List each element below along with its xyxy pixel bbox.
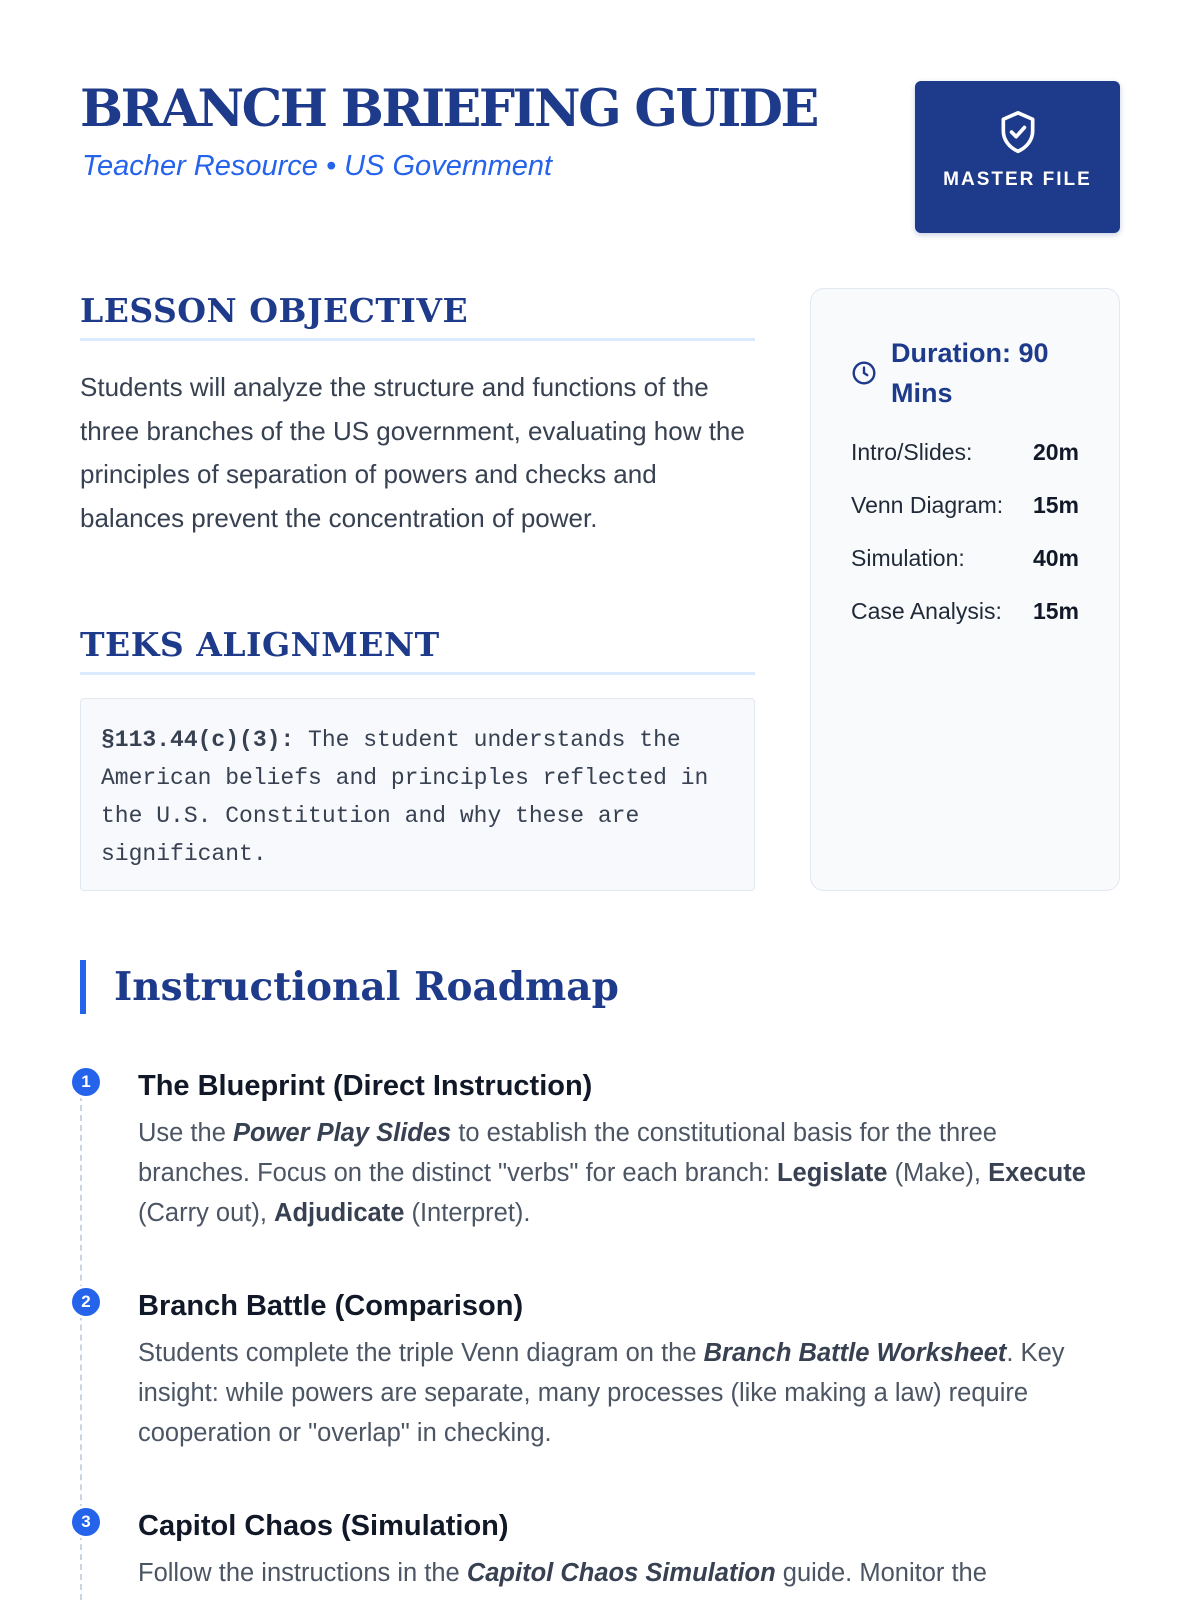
badge-label: MASTER FILE: [943, 169, 1092, 190]
schedule-row-label: Intro/Slides:: [851, 439, 973, 465]
duration-header: [851, 333, 1071, 413]
schedule-row-value: 40m: [1032, 545, 1079, 571]
teks-heading: TEKS ALIGNMENT: [80, 625, 755, 675]
schedule-row-value: 15m: [1032, 492, 1079, 518]
step-description: Follow the instructions in the Capitol Chaos Simulation guide. Monitor the: [138, 1559, 987, 1587]
schedule-row: [851, 439, 1079, 466]
clock-icon: [851, 360, 877, 386]
step-number-badge: 2: [69, 1285, 103, 1319]
step-description: Students complete the triple Venn diagram on the Branch Battle Worksheet. Key insight: while powers are separate, many processes (like making a law) require cooperation or "overlap" in checking.: [138, 1339, 1065, 1447]
schedule-row-label: Case Analysis:: [851, 598, 1002, 624]
step-title: Capitol Chaos (Simulation): [138, 1510, 509, 1542]
teks-code: §113.44(c)(3):: [101, 727, 295, 753]
page-title: BRANCH BRIEFING GUIDE: [80, 79, 817, 139]
schedule-row: [851, 598, 1079, 625]
teks-text: The student understands the American beliefs and principles reflected in the U.S. Constitution and why these are significant.: [101, 727, 709, 867]
schedule-row-label: Venn Diagram:: [851, 492, 1004, 518]
step-number-badge: 1: [69, 1065, 103, 1099]
master-file-badge: [915, 81, 1120, 233]
roadmap-heading: Instructional Roadmap: [80, 960, 619, 1014]
step-title: Branch Battle (Comparison): [138, 1290, 524, 1322]
duration-label: Duration: 90 Mins: [891, 338, 1049, 408]
objective-heading: LESSON OBJECTIVE: [80, 291, 755, 341]
step-description: Use the Power Play Slides to establish the constitutional basis for the three branches. Focus on the distinct "verbs" for each branch: Legislate (Make), Execute (Carry out), Adjudicate (Interpret).: [138, 1119, 1086, 1227]
step-number-badge: 3: [69, 1505, 103, 1539]
schedule-row-value: 15m: [1032, 598, 1079, 624]
objective-text: Students will analyze the structure and functions of the three branches of the US government, evaluating how the principles of separation of powers and checks and balances prevent the concentration of power.: [80, 372, 745, 533]
schedule-row-value: 20m: [1032, 439, 1079, 465]
schedule-row-label: Simulation:: [851, 545, 965, 571]
shield-check-icon: [996, 109, 1040, 157]
step-title: The Blueprint (Direct Instruction): [138, 1070, 593, 1102]
page-subtitle: Teacher Resource • US Government: [82, 150, 553, 182]
schedule-row: [851, 545, 1079, 572]
teks-standard-box: [80, 698, 755, 891]
schedule-card: [810, 288, 1120, 891]
schedule-row: [851, 492, 1079, 519]
